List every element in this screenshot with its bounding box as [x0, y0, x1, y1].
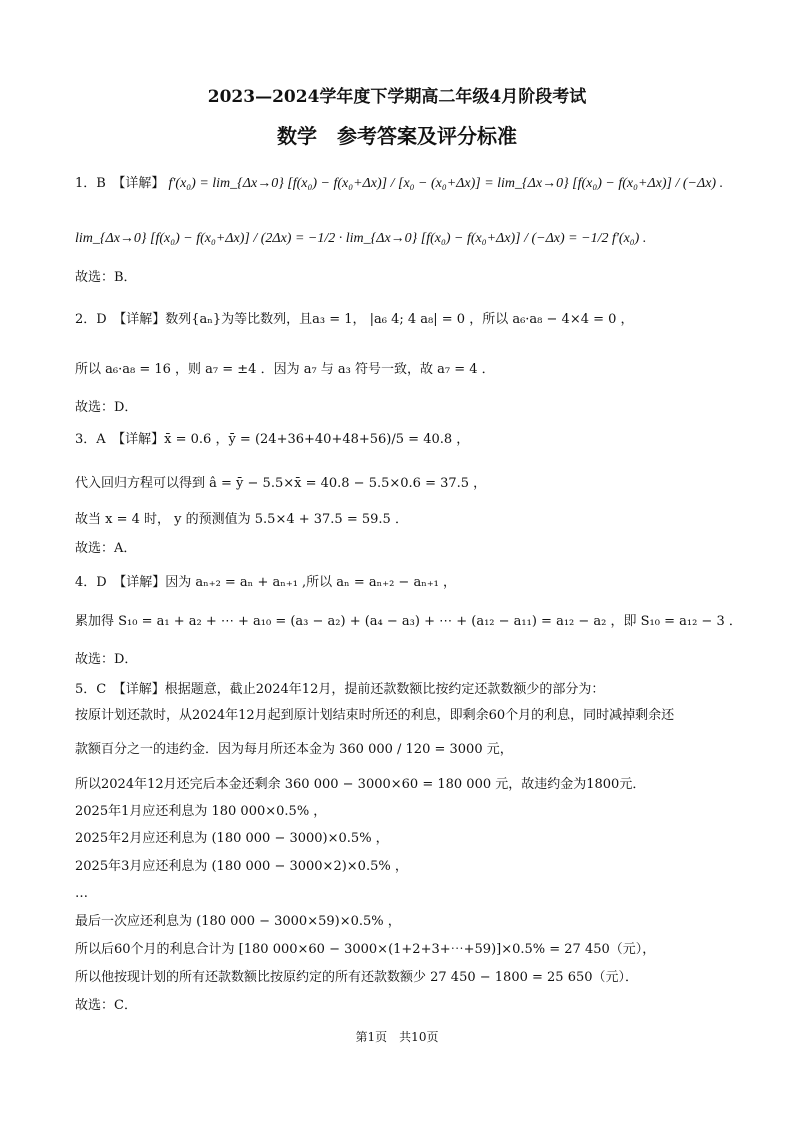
answer-subtitle: 数学 参考答案及评分标准 [277, 124, 517, 148]
q5-line-3: 所以2024年12月还完后本金还剩余 360 000 − 3000×60 = 180 000 元，故违约金为1800元． [75, 777, 646, 792]
q3-line3: 故当 x = 4 时， y 的预测值为 5.5×4 + 37.5 = 59.5 ． [75, 512, 408, 527]
q2-answer: 故选：D． [75, 400, 138, 415]
q4-line2: 累加得 S₁₀ = a₁ + a₂ + ⋯ + a₁₀ = (a₃ − a₂) + (a₄ − a₃) + ⋯ + (a₁₂ − a₁₁) = a₁₂ − a₂ ，即 S₁₀ = a₁₂ − 3 ． [75, 614, 742, 629]
q1-head: 1．B 【详解】 [75, 176, 165, 191]
q5-line-9: 所以后60个月的利息合计为 [180 000×60 − 3000×(1+2+3+⋯+59)]×0.5% = 27 450（元）， [75, 942, 656, 957]
q1-formula-2: lim_{Δx→0} [f(x₀) − f(x₀+Δx)] / (2Δx) = −1/2 · lim_{Δx→0} [f(x₀) − f(x₀+Δx)] / (−Δx) = −1/2 f′(x₀) . [75, 231, 647, 246]
q5-line-1: 按原计划还款时，从2024年12月起到原计划结束时所还的利息，即剩余60个月的利息，同时减掉剩余还 [75, 708, 675, 723]
q5-line-8: 最后一次应还利息为 (180 000 − 3000×59)×0.5% ， [75, 914, 401, 929]
q5-line-10: 所以他按现计划的所有还款数额比按原约定的所有还款数额少 27 450 − 1800 = 25 650（元）． [75, 970, 639, 985]
q5-line-4: 2025年1月应还利息为 180 000×0.5% ， [75, 804, 327, 819]
q4-line1: 4．D 【详解】因为 aₙ₊₂ = aₙ + aₙ₊₁ ,所以 aₙ = aₙ₊₂ − aₙ₊₁ ， [75, 575, 457, 590]
q3-answer: 故选：A． [75, 541, 137, 556]
page-number: 第1页 共10页 [355, 1030, 439, 1044]
q2-line2: 所以 a₆·a₈ = 16 ，则 a₇ = ±4 ．因为 a₇ 与 a₃ 符号一致，故 a₇ = 4 ． [75, 362, 495, 377]
q4-answer: 故选：D． [75, 652, 138, 667]
q1-formula-1: f′(x₀) = lim_{Δx→0} [f(x₀) − f(x₀+Δx)] / [x₀ − (x₀+Δx)] = lim_{Δx→0} [f(x₀) − f(x₀+Δx)] / (−Δx) . [168, 176, 724, 191]
exam-title: 2023—2024学年度下学期高二年级4月阶段考试 [207, 87, 587, 107]
q1-line2 [75, 230, 646, 248]
q3-line2: 代入回归方程可以得到 â = ȳ − 5.5×x̄ = 40.8 − 5.5×0.6 = 37.5 ， [75, 476, 487, 491]
q5-line-5: 2025年2月应还利息为 (180 000 − 3000)×0.5% ， [75, 831, 389, 846]
q3-line1: 3．A 【详解】x̄ = 0.6 ，ȳ = (24+36+40+48+56)/5 = 40.8 ， [75, 432, 470, 447]
q5-line-7: … [75, 886, 88, 901]
q5-line-6: 2025年3月应还利息为 (180 000 − 3000×2)×0.5% ， [75, 859, 408, 874]
q5-answer: 故选：C． [75, 998, 137, 1013]
q1-line1 [75, 175, 723, 193]
q5-line-0: 5．C 【详解】根据题意，截止2024年12月，提前还款数额比按约定还款数额少的部分为： [75, 682, 605, 697]
q5-line-2: 款额百分之一的违约金．因为每月所还本金为 360 000 / 120 = 3000 元， [75, 742, 513, 757]
q2-line1: 2．D 【详解】数列{aₙ}为等比数列，且a₃ = 1， |a₆ 4; 4 a₈| = 0 ，所以 a₆·a₈ − 4×4 = 0 ， [75, 312, 634, 327]
q1-answer: 故选：B． [75, 270, 137, 285]
